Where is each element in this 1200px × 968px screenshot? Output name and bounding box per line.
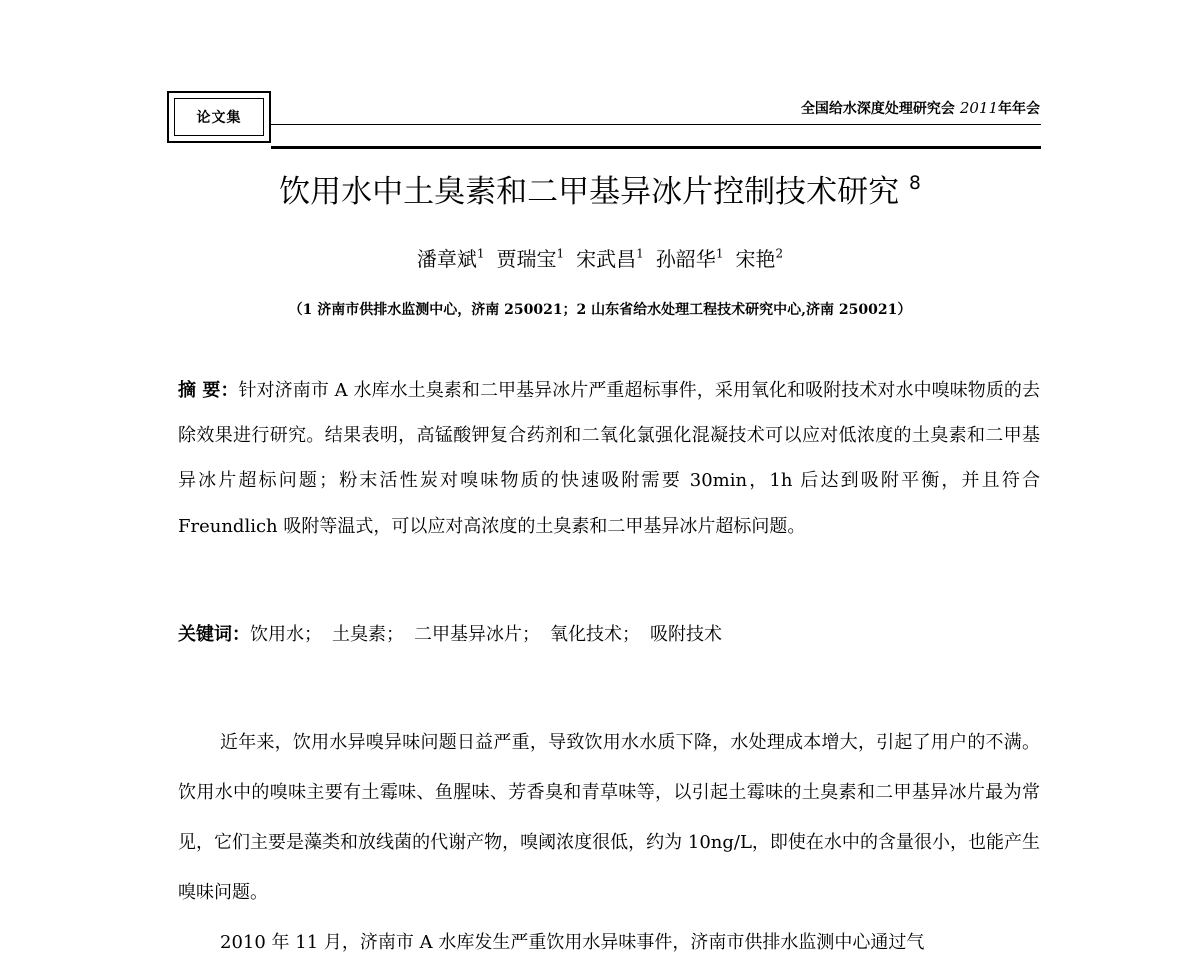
keyword: 氧化技术； — [550, 624, 640, 645]
keyword: 二甲基异冰片； — [414, 624, 540, 645]
keywords-label: 关键词： — [178, 624, 250, 645]
section-tag: 论文集 — [174, 98, 264, 136]
author-affiliation-mark: 1 — [636, 246, 644, 261]
keywords — [178, 615, 1040, 655]
author — [576, 247, 644, 271]
journal-year: 2011 — [959, 99, 998, 117]
keyword: 饮用水； — [250, 624, 322, 645]
abstract-label: 摘 要： — [178, 380, 239, 401]
section-tag-box — [167, 91, 271, 143]
journal-header — [801, 98, 1040, 118]
author — [656, 247, 724, 271]
author-affiliation-mark: 1 — [556, 246, 565, 261]
affiliations: （1 济南市供排水监测中心，济南 250021；2 山东省给水处理工程技术研究中心,济南 250021） — [288, 302, 912, 318]
author-name: 潘章斌 — [416, 247, 477, 271]
author-name: 宋武昌 — [576, 247, 637, 271]
author-affiliation-mark: 2 — [775, 246, 784, 261]
author — [417, 247, 485, 271]
body-paragraph: 2010 年 11 月，济南市 A 水库发生严重饮用水异味事件，济南市供排水监测中心通过气 — [220, 932, 925, 953]
keyword: 土臭素； — [332, 624, 404, 645]
author — [497, 247, 565, 271]
paper-title — [0, 166, 1200, 218]
journal-suffix: 年年会 — [998, 101, 1040, 117]
title-footnote-mark: 8 — [909, 172, 921, 194]
body-paragraph: 近年来，饮用水异嗅异味问题日益严重，导致饮用水水质下降，水处理成本增大，引起了用户的不满。饮用水中的嗅味主要有土霉味、鱼腥味、芳香臭和青草味等，以引起土霉味的土臭素和二甲基异冰片最为常见，它们主要是藻类和放线菌的代谢产物，嗅阈浓度很低，约为 10ng/L，即使在水中的含量很小，也能产生嗅味问题。 — [178, 732, 1040, 903]
author-name: 宋艳 — [735, 247, 776, 271]
abstract-text: 针对济南市 A 水库水土臭素和二甲基异冰片严重超标事件，采用氧化和吸附技术对水中嗅味物质的去除效果进行研究。结果表明，高锰酸钾复合药剂和二氧化氯强化混凝技术可以应对低浓度的土臭素和二甲基异冰片超标问题；粉末活性炭对嗅味物质的快速吸附需要 30min，1h 后达到吸附平衡，并且符合 Freundlich 吸附等温式，可以应对高浓度的土臭素和二甲基异冰片超标问题。 — [178, 380, 1040, 537]
header-rule-thin — [271, 124, 1041, 125]
author-name: 孙韶华 — [655, 247, 716, 271]
journal-name: 全国给水深度处理研究会 — [800, 101, 955, 117]
header-rule-thick — [271, 146, 1041, 149]
author-list — [0, 241, 1200, 277]
author — [735, 247, 783, 271]
author-name: 贾瑞宝 — [496, 247, 557, 271]
paper-title-text: 饮用水中土臭素和二甲基异冰片控制技术研究 — [279, 174, 900, 210]
abstract — [178, 368, 1040, 549]
body-text — [178, 718, 1040, 968]
keyword: 吸附技术 — [650, 624, 722, 645]
author-affiliation-mark: 1 — [715, 246, 724, 261]
author-affiliation-mark: 1 — [476, 246, 485, 261]
